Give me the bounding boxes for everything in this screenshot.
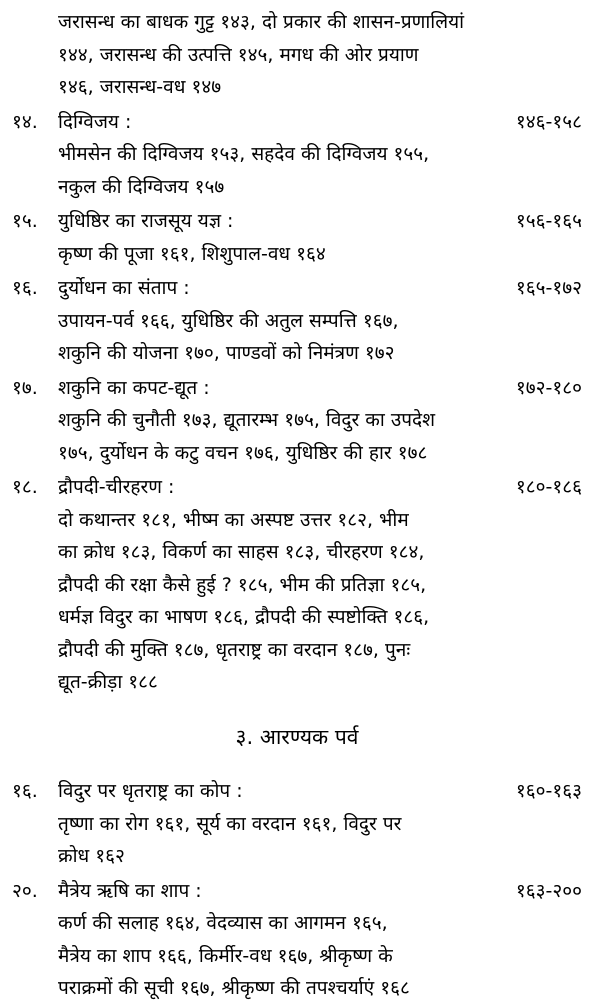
entry-title: मैत्रेय ऋषि का शाप : xyxy=(58,879,202,902)
entry-number: २०. xyxy=(12,879,38,902)
entry-page-range: १५६-१६५ xyxy=(515,210,582,232)
subtopic-line: नकुल की दिग्विजय १५७ xyxy=(58,175,225,198)
entry-subtopics xyxy=(12,305,582,370)
entry-title: द्रौपदी-चीरहरण : xyxy=(58,476,175,498)
entry-page-range: १४६-१५८ xyxy=(515,110,582,133)
toc-entry xyxy=(12,272,582,370)
subtopic-line: द्यूत-क्रीड़ा १८८ xyxy=(58,671,158,693)
toc-entry xyxy=(12,205,582,270)
continuation-line: १४४, जरासन्ध की उत्पत्ति १४५, मगध की ओर प्रयाण xyxy=(58,43,419,66)
entry-number: १८. xyxy=(12,476,38,498)
subtopic-line: भीमसेन की दिग्विजय १५३, सहदेव की दिग्विजय १५५, xyxy=(58,143,430,165)
continuation-line: जरासन्ध का बाधक गुट्ट १४३, दो प्रकार की शासन-प्रणालियां xyxy=(58,11,465,33)
continuation-line: १४६, जरासन्ध-वध १४७ xyxy=(58,76,222,98)
entry-subtopics xyxy=(12,238,582,271)
entry-subtopics xyxy=(12,808,582,873)
subtopic-line: शकुनि की योजना १७०, पाण्डवों को निमंत्रण १७२ xyxy=(58,342,395,364)
entry-number: १६. xyxy=(12,780,38,802)
entry-subtopics xyxy=(12,504,582,699)
entry-page-range: १७२-१८० xyxy=(515,376,582,399)
subtopic-line: क्रोध १६२ xyxy=(58,845,125,867)
entry-page-range: १८०-१८६ xyxy=(515,476,582,498)
entry-title: युधिष्ठिर का राजसूय यज्ञ : xyxy=(58,210,234,232)
section-heading: ३. आरण्यक पर्व xyxy=(235,724,359,749)
subtopic-line: तृष्णा का रोग १६१, सूर्य का वरदान १६१, विदुर पर xyxy=(58,812,402,835)
subtopic-line: कर्ण की सलाह १६४, वेदव्यास का आगमन १६५, xyxy=(58,912,388,934)
toc-entry xyxy=(12,875,582,1005)
entry-number: १५. xyxy=(12,210,38,232)
entry-number: १७. xyxy=(12,376,38,399)
entry-title: विदुर पर धृतराष्ट्र का कोप : xyxy=(58,780,243,802)
entry-number: १४. xyxy=(12,110,38,133)
entry-page-range: १६०-१६३ xyxy=(515,780,582,802)
entry-title: दुर्योधन का संताप : xyxy=(58,277,190,299)
entry-title: दिग्विजय : xyxy=(58,110,132,133)
subtopic-line: मैत्रेय का शाप १६६, किर्मीर-वध १६७, श्रीकृष्ण के xyxy=(58,944,393,967)
subtopic-line: शकुनि की चुनौती १७३, द्यूतारम्भ १७५, विदुर का उपदेश xyxy=(58,409,436,431)
subtopic-line: उपायन-पर्व १६६, युधिष्ठिर की अतुल सम्पत्ति १६७, xyxy=(58,309,399,332)
subtopic-line: धर्मज्ञ विदुर का भाषण १८६, द्रौपदी की स्पष्टोक्ति १८६, xyxy=(58,606,430,628)
entry-page-range: १६३-२०० xyxy=(515,879,582,902)
entry-title: शकुनि का कपट-द्यूत : xyxy=(58,376,210,399)
subtopic-line: दो कथान्तर १८१, भीष्म का अस्पष्ट उत्तर १८२, भीम xyxy=(58,508,409,531)
entry-subtopics xyxy=(12,404,582,469)
entry-subtopics xyxy=(12,907,582,1005)
toc-entry xyxy=(12,106,582,204)
subtopic-line: कृष्ण की पूजा १६१, शिशुपाल-वध १६४ xyxy=(58,242,326,265)
entry-number: १६. xyxy=(12,277,38,299)
toc-entry xyxy=(12,775,582,873)
subtopic-line: का क्रोध १८३, विकर्ण का साहस १८३, चीरहरण १८४, xyxy=(58,541,425,563)
continuation-block xyxy=(12,6,582,104)
toc-entry xyxy=(12,372,582,470)
entry-subtopics xyxy=(12,138,582,203)
subtopic-line: द्रौपदी की रक्षा कैसे हुई ? १८५, भीम की प्रतिज्ञा १८५, xyxy=(58,573,427,596)
entry-page-range: १६५-१७२ xyxy=(515,277,582,299)
subtopic-line: पराक्रमों की सूची १६७, श्रीकृष्ण की तपश्चर्याएं १६८ xyxy=(58,977,410,999)
toc-entry xyxy=(12,471,582,699)
subtopic-line: द्रौपदी की मुक्ति १८७, धृतराष्ट्र का वरदान १८७, पुनः xyxy=(58,638,411,661)
subtopic-line: १७५, दुर्योधन के कटु वचन १७६, युधिष्ठिर की हार १७८ xyxy=(58,441,428,464)
